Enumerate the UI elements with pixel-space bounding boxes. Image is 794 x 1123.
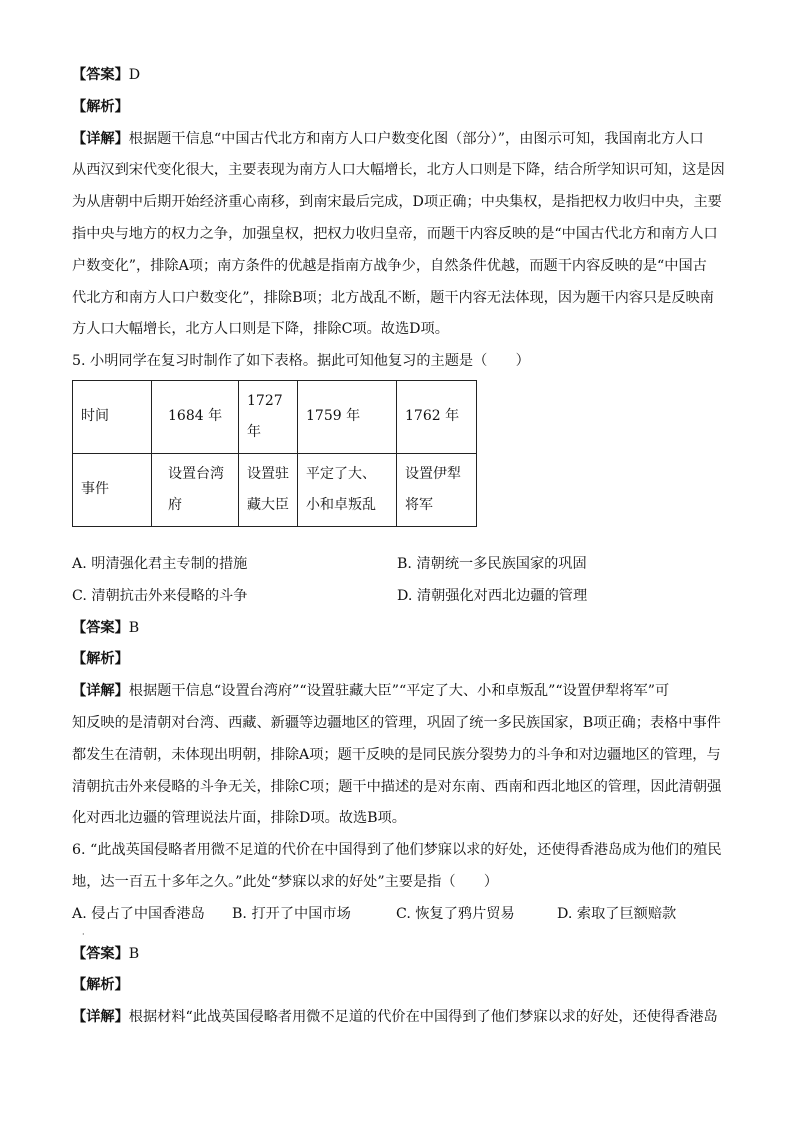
answer-value: B bbox=[128, 945, 140, 962]
cell-text-line: 设置驻 bbox=[247, 465, 289, 482]
cell-text-line: 设置台湾 bbox=[168, 465, 224, 482]
q6-stem-line-1: 6. “此战英国侵略者用微不足道的代价在中国得到了他们梦寐以求的好处，还使得香港岛成为他们的殖民 bbox=[72, 842, 722, 859]
q4-detail-line-5: 户数变化”，排除A项；南方条件的优越是指南方战争少，自然条件优越，而题干内容反映的是“中国古 bbox=[72, 257, 707, 274]
answer-label: 【答案】 bbox=[72, 945, 129, 962]
answer-label: 【答案】 bbox=[72, 619, 129, 636]
q5-options bbox=[72, 549, 724, 613]
document-page bbox=[72, 60, 724, 1034]
option-a: A. 明清强化君主专制的措施 bbox=[72, 555, 248, 572]
detail-label: 【详解】 bbox=[72, 683, 129, 700]
q5-detail-line-3: 都发生在清朝，未体现出明朝，排除A项；题干反映的是同民族分裂势力的斗争和对边疆地区的管理，与 bbox=[72, 746, 721, 763]
q5-answer bbox=[72, 613, 724, 645]
cell-text-line: 府 bbox=[168, 496, 182, 513]
table-cell: 1759 年 bbox=[298, 380, 397, 453]
q4-detail-line-4: 指中央与地方的权力之争，加强皇权，把权力收归皇帝，而题干内容反映的是“中国古代北方和南方人口 bbox=[72, 225, 718, 242]
q4-analysis-label: 【解析】 bbox=[72, 98, 129, 115]
q4-detail-line-7: 方人口大幅增长，北方人口则是下降，排除C项。故选D项。 bbox=[72, 321, 449, 338]
table-cell: 事件 bbox=[73, 453, 152, 526]
cell-text-line: 将军 bbox=[405, 496, 433, 513]
table-cell: 时间 bbox=[73, 380, 152, 453]
table-row-time bbox=[73, 380, 477, 453]
table-cell: 1684 年 bbox=[152, 380, 239, 453]
option-c: C. 清朝抗击外来侵略的斗争 bbox=[72, 587, 248, 604]
cell-text-line: 1727 bbox=[247, 392, 283, 409]
q5-detail-line-4: 清朝抗击外来侵略的斗争无关，排除C项；题干中描述的是对东南、西南和西北地区的管理，因此清朝强 bbox=[72, 778, 722, 795]
stray-dot: · bbox=[82, 929, 85, 939]
option-d: D. 清朝强化对西北边疆的管理 bbox=[397, 587, 588, 604]
detail-text: 根据题干信息“设置台湾府”“设置驻藏大臣”“平定了大、小和卓叛乱”“设置伊犁将军”可 bbox=[128, 683, 670, 700]
table-cell bbox=[298, 453, 397, 526]
answer-label: 【答案】 bbox=[72, 67, 129, 83]
table-cell bbox=[397, 453, 477, 526]
answer-value: B bbox=[128, 619, 140, 636]
detail-label: 【详解】 bbox=[72, 1009, 129, 1026]
option-c: C. 恢复了鸦片贸易 bbox=[396, 905, 515, 922]
review-table bbox=[72, 380, 477, 527]
cell-text-line: 藏大臣 bbox=[247, 496, 289, 513]
q4-answer bbox=[72, 60, 724, 92]
q5-detail-line-1 bbox=[72, 676, 724, 708]
option-d: D. 索取了巨额赔款 bbox=[557, 905, 677, 922]
cell-text-line: 设置伊犁 bbox=[405, 465, 461, 482]
q4-detail-line-3: 为从唐朝中后期开始经济重心南移，到南宋最后完成，D项正确；中央集权，是指把权力收归中央，主要 bbox=[72, 194, 722, 211]
cell-text-line: 平定了大、 bbox=[306, 465, 376, 482]
q6-options bbox=[72, 899, 724, 931]
answer-value: D bbox=[128, 67, 141, 83]
table-row-event bbox=[73, 453, 477, 526]
q4-detail-line-2: 从西汉到宋代变化很大，主要表现为南方人口大幅增长，北方人口则是下降，结合所学知识可知，这是因 bbox=[72, 162, 725, 179]
q6-stem-line-2: 地，达一百五十多年之久。”此处“梦寐以求的好处”主要是指（ ） bbox=[72, 873, 499, 890]
q6-detail-line-1 bbox=[72, 1002, 724, 1034]
q6-answer bbox=[72, 939, 724, 971]
table-cell bbox=[239, 453, 298, 526]
q5-detail-line-5: 化对西北边疆的管理说法片面，排除D项。故选B项。 bbox=[72, 810, 406, 827]
cell-text-line: 小和卓叛乱 bbox=[306, 496, 376, 513]
table-cell: 1762 年 bbox=[397, 380, 477, 453]
q4-detail-line-1 bbox=[72, 124, 724, 156]
detail-label: 【详解】 bbox=[72, 130, 129, 147]
q6-analysis-label: 【解析】 bbox=[72, 977, 129, 994]
q5-detail-line-2: 知反映的是清朝对台湾、西藏、新疆等边疆地区的管理，巩固了统一多民族国家，B项正确；表格中事件 bbox=[72, 714, 721, 731]
option-b: B. 清朝统一多民族国家的巩固 bbox=[397, 555, 587, 572]
option-b: B. 打开了中国市场 bbox=[232, 905, 351, 922]
q4-detail-line-6: 代北方和南方人口户数变化”，排除B项；北方战乱不断，题干内容无法体现，因为题干内容只是反映南 bbox=[72, 289, 714, 306]
table-cell bbox=[239, 380, 298, 453]
table-cell bbox=[152, 453, 239, 526]
q5-stem: 5. 小明同学在复习时制作了如下表格。据此可知他复习的主题是（ ） bbox=[72, 353, 530, 370]
detail-text: 根据题干信息“中国古代北方和南方人口户数变化图（部分）”，由图示可知，我国南北方人口 bbox=[128, 130, 704, 147]
q5-analysis-label: 【解析】 bbox=[72, 651, 129, 668]
detail-text: 根据材料“此战英国侵略者用微不足道的代价在中国得到了他们梦寐以求的好处，还使得香港岛 bbox=[128, 1009, 718, 1026]
option-a: A. 侵占了中国香港岛 bbox=[72, 905, 205, 922]
cell-text-line: 年 bbox=[247, 423, 261, 440]
